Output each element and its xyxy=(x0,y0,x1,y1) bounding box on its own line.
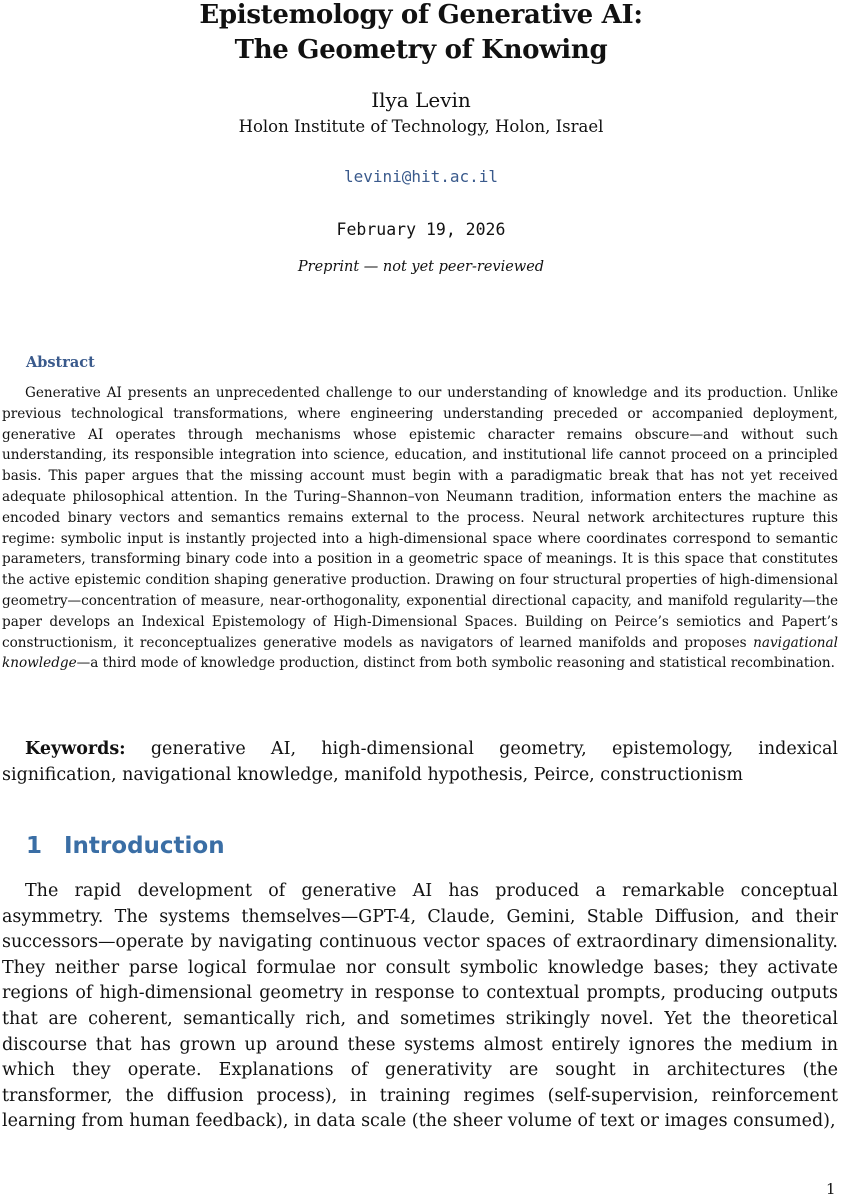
abstract-body xyxy=(2,383,838,674)
section-title: Introduction xyxy=(64,833,225,859)
section-heading-introduction xyxy=(26,830,225,862)
preprint-status: Preprint — not yet peer-reviewed xyxy=(297,259,545,275)
page-number: 1 xyxy=(826,1180,836,1198)
abstract-text-part-2: —a third mode of knowledge production, distinct from both symbolic reasoning and statistical recombination. xyxy=(76,655,835,672)
paper-title-line-2: The Geometry of Knowing xyxy=(234,35,608,65)
author-name: Ilya Levin xyxy=(371,88,471,112)
keywords-label: Keywords: xyxy=(25,739,126,759)
paper-title-line-1: Epistemology of Generative AI: xyxy=(199,0,643,30)
keywords xyxy=(2,736,838,788)
author-affiliation: Holon Institute of Technology, Holon, Israel xyxy=(238,117,604,136)
section-number: 1 xyxy=(26,833,43,859)
keywords-text: generative AI, high-dimensional geometry, epistemology, indexical signification, navigational knowledge, manifold hypothesis, Peirce, constructionism xyxy=(2,739,838,785)
abstract-text-part-1: Generative AI presents an unprecedented challenge to our understanding of knowledge and its production. Unlike previous technological transformations, where engineering understanding preceded or accompanied deployment, generative AI operates through mechanisms whose epistemic character remains obscure—and without such understanding, its responsible integration into science, education, and institutional life cannot proceed on a principled basis. This paper argues that the missing account must begin with a paradigmatic break that has not yet received adequate philosophical attention. In the Turing–Shannon–von Neumann tradition, information enters the machine as encoded binary vectors and semantics remains external to the process. Neural network architectures rupture this regime: symbolic input is instantly projected into a high-dimensional space where coordinates correspond to semantic parameters, transforming binary code into a position in a geometric space of meanings. It is this space that constitutes the active epistemic condition shaping generative production. Drawing on four structural properties of high-dimensional geometry—concentration of measure, near-orthogonality, exponential directional capacity, and manifold regularity—the paper develops an Indexical Epistemology of High-Dimensional Spaces. Building on Peirce’s semiotics and Papert’s constructionism, it reconceptualizes generative models as navigators of learned manifolds and proposes xyxy=(2,385,838,651)
author-email-link[interactable]: levini@hit.ac.il xyxy=(343,167,499,186)
paper-date: February 19, 2026 xyxy=(336,220,506,239)
introduction-paragraph: The rapid development of generative AI has produced a remarkable conceptual asymmetry. The systems themselves—GPT-4, Claude, Gemini, Stable Diffusion, and their successors—operate by navigating continuous vector spaces of extraordinary dimensionality. They neither parse logical formulae nor consult symbolic knowledge bases; they activate regions of high-dimensional geometry in response to contextual prompts, producing outputs that are coherent, semantically rich, and sometimes strikingly novel. Yet the theoretical discourse that has grown up around these systems almost entirely ignores the medium in which they operate. Explanations of generativity are sought in architectures (the transformer, the diffusion process), in training regimes (self-supervision, reinforcement learning from human feedback), in data scale (the sheer volume of text or images consumed), xyxy=(2,881,838,1132)
abstract-heading: Abstract xyxy=(26,354,95,371)
abstract-emphasis: navigational knowledge xyxy=(2,634,838,672)
